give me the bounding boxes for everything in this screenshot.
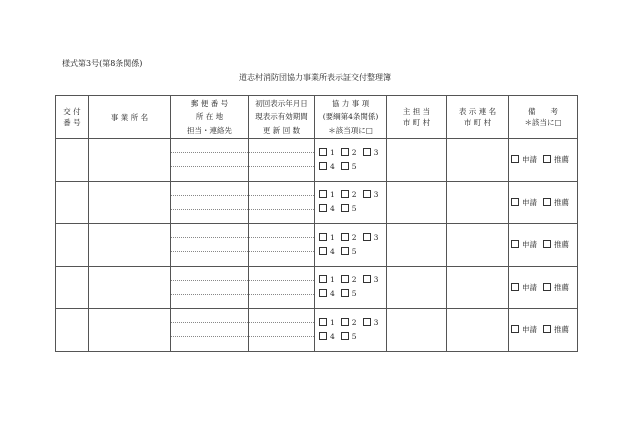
location-line[interactable] <box>171 196 248 210</box>
register-table <box>55 95 578 352</box>
joint-cell[interactable] <box>447 309 509 352</box>
manager-cell[interactable] <box>387 309 447 352</box>
address-cell[interactable] <box>171 139 249 182</box>
validity-line[interactable] <box>249 238 314 252</box>
first-date-line[interactable] <box>249 224 314 238</box>
joint-cell[interactable] <box>447 139 509 182</box>
remarks-cell <box>509 224 578 267</box>
manager-cell[interactable] <box>387 224 447 267</box>
issue-no-cell[interactable] <box>56 224 89 267</box>
location-line[interactable] <box>171 153 248 167</box>
joint-cell[interactable] <box>447 224 509 267</box>
cooperation-option[interactable]: 2 <box>341 190 357 199</box>
cooperation-option[interactable]: 3 <box>363 318 379 327</box>
table-row <box>56 181 578 224</box>
checkbox-icon[interactable] <box>543 155 551 163</box>
cooperation-option[interactable]: 5 <box>341 162 357 171</box>
manager-cell[interactable] <box>387 139 447 182</box>
cooperation-option[interactable]: 1 <box>319 233 335 242</box>
checkbox-icon[interactable] <box>319 275 327 283</box>
date-cell[interactable] <box>249 181 315 224</box>
checkbox-icon[interactable] <box>319 332 327 340</box>
address-cell[interactable] <box>171 224 249 267</box>
remark-option[interactable]: 申請 <box>511 198 537 207</box>
checkbox-icon[interactable] <box>341 247 349 255</box>
checkbox-icon[interactable] <box>543 283 551 291</box>
header-row <box>56 96 578 139</box>
checkbox-icon[interactable] <box>341 162 349 170</box>
remarks-cell <box>509 309 578 352</box>
checkbox-icon[interactable] <box>363 275 371 283</box>
header-contact: 担当・連絡先 <box>187 125 232 135</box>
validity-line[interactable] <box>249 153 314 167</box>
cooperation-option[interactable]: 2 <box>341 233 357 242</box>
business-name-cell[interactable] <box>89 181 171 224</box>
checkbox-icon[interactable] <box>363 233 371 241</box>
checkbox-icon[interactable] <box>341 148 349 156</box>
checkbox-icon[interactable] <box>319 190 327 198</box>
remark-option[interactable]: 申請 <box>511 325 537 334</box>
cooperation-option[interactable]: 3 <box>363 233 379 242</box>
renewals-line[interactable] <box>249 295 314 308</box>
postal-line[interactable] <box>171 224 248 238</box>
header-remarks: 備 考 ＊該当に□ <box>509 96 578 139</box>
remark-option[interactable]: 推薦 <box>543 198 569 207</box>
cooperation-option[interactable]: 4 <box>319 289 335 298</box>
checkbox-icon[interactable] <box>543 325 551 333</box>
cooperation-cell <box>315 309 387 352</box>
date-cell[interactable] <box>249 139 315 182</box>
contact-line[interactable] <box>171 210 248 223</box>
renewals-line[interactable] <box>249 167 314 180</box>
location-line[interactable] <box>171 281 248 295</box>
checkbox-icon[interactable] <box>319 233 327 241</box>
header-postal: 郵 便 番 号 <box>190 99 229 109</box>
checkbox-icon[interactable] <box>341 233 349 241</box>
cooperation-option[interactable]: 4 <box>319 162 335 171</box>
remark-option[interactable]: 推薦 <box>543 155 569 164</box>
renewals-line[interactable] <box>249 252 314 265</box>
header-location: 所 在 地 <box>195 112 224 122</box>
remark-option[interactable]: 申請 <box>511 283 537 292</box>
remarks-cell <box>509 181 578 224</box>
header-address-group <box>171 96 249 139</box>
cooperation-option[interactable]: 5 <box>341 204 357 213</box>
location-line[interactable] <box>171 238 248 252</box>
checkbox-icon[interactable] <box>511 325 519 333</box>
cooperation-option[interactable]: 1 <box>319 190 335 199</box>
header-manager: 主 担 当 市 町 村 <box>387 96 447 139</box>
table-row <box>56 139 578 182</box>
postal-line[interactable] <box>171 139 248 153</box>
cooperation-option[interactable]: 5 <box>341 247 357 256</box>
remark-option[interactable]: 推薦 <box>543 240 569 249</box>
header-cooperation: 協 力 事 項 (要綱第4条関係) ＊該当項に□ <box>315 96 387 139</box>
issue-no-cell[interactable] <box>56 309 89 352</box>
first-date-line[interactable] <box>249 267 314 281</box>
header-first-date: 初回表示年月日 <box>255 99 308 109</box>
checkbox-icon[interactable] <box>511 240 519 248</box>
checkbox-icon[interactable] <box>341 275 349 283</box>
cooperation-option[interactable]: 2 <box>341 318 357 327</box>
cooperation-option[interactable]: 3 <box>363 190 379 199</box>
checkbox-icon[interactable] <box>319 204 327 212</box>
validity-line[interactable] <box>249 323 314 337</box>
contact-line[interactable] <box>171 167 248 180</box>
cooperation-option[interactable]: 5 <box>341 289 357 298</box>
table-row <box>56 224 578 267</box>
document-title: 道志村消防団協力事業所表示証交付整理簿 <box>239 73 391 82</box>
date-cell[interactable] <box>249 224 315 267</box>
checkbox-icon[interactable] <box>511 283 519 291</box>
date-cell[interactable] <box>249 266 315 309</box>
first-date-line[interactable] <box>249 139 314 153</box>
cooperation-option[interactable]: 4 <box>319 204 335 213</box>
form-number: 様式第3号(第8条関係) <box>62 59 143 68</box>
cooperation-option[interactable]: 5 <box>341 332 357 341</box>
address-cell[interactable] <box>171 309 249 352</box>
issue-no-cell[interactable] <box>56 181 89 224</box>
location-line[interactable] <box>171 323 248 337</box>
checkbox-icon[interactable] <box>319 247 327 255</box>
checkbox-icon[interactable] <box>543 198 551 206</box>
business-name-cell[interactable] <box>89 266 171 309</box>
remark-option[interactable]: 申請 <box>511 240 537 249</box>
remark-option[interactable]: 推薦 <box>543 283 569 292</box>
joint-cell[interactable] <box>447 266 509 309</box>
cooperation-option[interactable]: 3 <box>363 275 379 284</box>
checkbox-icon[interactable] <box>319 318 327 326</box>
checkbox-icon[interactable] <box>341 204 349 212</box>
checkbox-icon[interactable] <box>341 289 349 297</box>
checkbox-icon[interactable] <box>341 190 349 198</box>
postal-line[interactable] <box>171 267 248 281</box>
cooperation-option[interactable]: 2 <box>341 275 357 284</box>
header-business-name: 事 業 所 名 <box>89 96 171 139</box>
contact-line[interactable] <box>171 337 248 350</box>
cooperation-option[interactable]: 3 <box>363 148 379 157</box>
remarks-cell <box>509 139 578 182</box>
checkbox-icon[interactable] <box>511 155 519 163</box>
cooperation-option[interactable]: 4 <box>319 332 335 341</box>
cooperation-cell <box>315 224 387 267</box>
date-cell[interactable] <box>249 309 315 352</box>
checkbox-icon[interactable] <box>543 240 551 248</box>
header-renewals: 更 新 回 数 <box>262 125 301 135</box>
table-row <box>56 309 578 352</box>
header-validity: 現表示有効期間 <box>255 112 308 122</box>
header-date-group <box>249 96 315 139</box>
address-cell[interactable] <box>171 181 249 224</box>
first-date-line[interactable] <box>249 182 314 196</box>
header-joint: 表 示 連 名 市 町 村 <box>447 96 509 139</box>
checkbox-icon[interactable] <box>363 190 371 198</box>
validity-line[interactable] <box>249 281 314 295</box>
checkbox-icon[interactable] <box>341 332 349 340</box>
address-cell[interactable] <box>171 266 249 309</box>
checkbox-icon[interactable] <box>363 318 371 326</box>
header-issue-no: 交 付 番 号 <box>56 96 89 139</box>
business-name-cell[interactable] <box>89 139 171 182</box>
postal-line[interactable] <box>171 182 248 196</box>
checkbox-icon[interactable] <box>363 148 371 156</box>
checkbox-icon[interactable] <box>319 162 327 170</box>
first-date-line[interactable] <box>249 309 314 323</box>
issue-no-cell[interactable] <box>56 266 89 309</box>
cooperation-option[interactable]: 2 <box>341 148 357 157</box>
cooperation-option[interactable]: 1 <box>319 275 335 284</box>
validity-line[interactable] <box>249 196 314 210</box>
cooperation-option[interactable]: 4 <box>319 247 335 256</box>
remark-option[interactable]: 推薦 <box>543 325 569 334</box>
business-name-cell[interactable] <box>89 224 171 267</box>
renewals-line[interactable] <box>249 210 314 223</box>
checkbox-icon[interactable] <box>319 289 327 297</box>
manager-cell[interactable] <box>387 181 447 224</box>
postal-line[interactable] <box>171 309 248 323</box>
checkbox-icon[interactable] <box>341 318 349 326</box>
cooperation-cell <box>315 266 387 309</box>
cooperation-cell <box>315 139 387 182</box>
cooperation-option[interactable]: 1 <box>319 148 335 157</box>
joint-cell[interactable] <box>447 181 509 224</box>
issue-no-cell[interactable] <box>56 139 89 182</box>
cooperation-cell <box>315 181 387 224</box>
cooperation-option[interactable]: 1 <box>319 318 335 327</box>
contact-line[interactable] <box>171 252 248 265</box>
contact-line[interactable] <box>171 295 248 308</box>
remark-option[interactable]: 申請 <box>511 155 537 164</box>
business-name-cell[interactable] <box>89 309 171 352</box>
checkbox-icon[interactable] <box>511 198 519 206</box>
manager-cell[interactable] <box>387 266 447 309</box>
remarks-cell <box>509 266 578 309</box>
table-row <box>56 266 578 309</box>
renewals-line[interactable] <box>249 337 314 350</box>
checkbox-icon[interactable] <box>319 148 327 156</box>
